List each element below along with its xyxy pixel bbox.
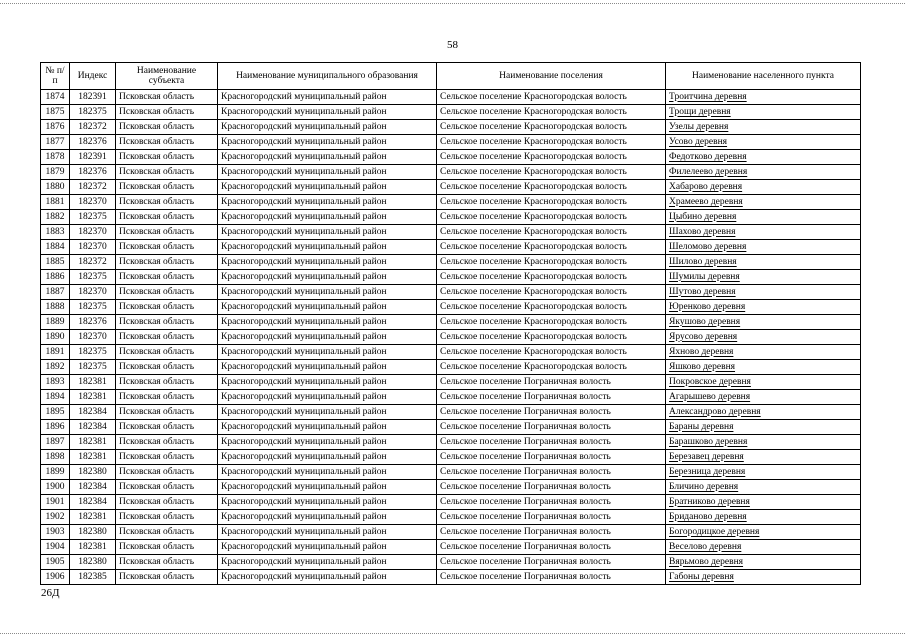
cell-subject: Псковская область xyxy=(116,315,218,330)
table-body xyxy=(41,90,861,585)
cell-locality: Веселово деревня xyxy=(666,540,861,555)
table-row xyxy=(41,165,861,180)
cell-subject: Псковская область xyxy=(116,150,218,165)
table-row xyxy=(41,240,861,255)
cell-index: 182375 xyxy=(70,270,116,285)
table-row xyxy=(41,150,861,165)
cell-locality: Шилово деревня xyxy=(666,255,861,270)
cell-settlement: Сельское поселение Пограничная волость xyxy=(437,390,666,405)
table-row xyxy=(41,420,861,435)
cell-index: 182375 xyxy=(70,105,116,120)
cell-index: 182385 xyxy=(70,570,116,585)
table-row xyxy=(41,315,861,330)
cell-index: 182384 xyxy=(70,405,116,420)
cell-municipality: Красногородский муниципальный район xyxy=(218,255,437,270)
cell-num: 1884 xyxy=(41,240,70,255)
cell-index: 182375 xyxy=(70,345,116,360)
cell-subject: Псковская область xyxy=(116,135,218,150)
cell-index: 182370 xyxy=(70,330,116,345)
table-row xyxy=(41,345,861,360)
cell-municipality: Красногородский муниципальный район xyxy=(218,405,437,420)
cell-locality: Шутово деревня xyxy=(666,285,861,300)
cell-index: 182376 xyxy=(70,165,116,180)
scan-edge-top xyxy=(0,3,905,4)
cell-municipality: Красногородский муниципальный район xyxy=(218,240,437,255)
cell-municipality: Красногородский муниципальный район xyxy=(218,360,437,375)
cell-locality: Шумилы деревня xyxy=(666,270,861,285)
cell-index: 182370 xyxy=(70,225,116,240)
table-row xyxy=(41,435,861,450)
table-row xyxy=(41,525,861,540)
cell-settlement: Сельское поселение Красногородская волость xyxy=(437,210,666,225)
cell-num: 1883 xyxy=(41,225,70,240)
cell-locality: Агарышево деревня xyxy=(666,390,861,405)
cell-municipality: Красногородский муниципальный район xyxy=(218,375,437,390)
cell-locality: Бличино деревня xyxy=(666,480,861,495)
cell-subject: Псковская область xyxy=(116,240,218,255)
cell-settlement: Сельское поселение Красногородская волость xyxy=(437,330,666,345)
table-row xyxy=(41,330,861,345)
table-row xyxy=(41,510,861,525)
cell-locality: Александрово деревня xyxy=(666,405,861,420)
cell-settlement: Сельское поселение Красногородская волость xyxy=(437,345,666,360)
table-row xyxy=(41,135,861,150)
table-row xyxy=(41,375,861,390)
cell-index: 182380 xyxy=(70,555,116,570)
cell-settlement: Сельское поселение Пограничная волость xyxy=(437,555,666,570)
cell-num: 1886 xyxy=(41,270,70,285)
cell-subject: Псковская область xyxy=(116,120,218,135)
cell-settlement: Сельское поселение Пограничная волость xyxy=(437,570,666,585)
table-row xyxy=(41,450,861,465)
cell-municipality: Красногородский муниципальный район xyxy=(218,330,437,345)
cell-locality: Березница деревня xyxy=(666,465,861,480)
header-index: Индекс xyxy=(70,63,116,90)
cell-index: 182375 xyxy=(70,210,116,225)
cell-num: 1879 xyxy=(41,165,70,180)
cell-num: 1890 xyxy=(41,330,70,345)
cell-index: 182381 xyxy=(70,375,116,390)
cell-subject: Псковская область xyxy=(116,465,218,480)
cell-num: 1903 xyxy=(41,525,70,540)
cell-settlement: Сельское поселение Красногородская волость xyxy=(437,195,666,210)
cell-num: 1876 xyxy=(41,120,70,135)
cell-locality: Вярьмово деревня xyxy=(666,555,861,570)
cell-settlement: Сельское поселение Пограничная волость xyxy=(437,465,666,480)
cell-num: 1874 xyxy=(41,90,70,105)
cell-subject: Псковская область xyxy=(116,480,218,495)
cell-locality: Якушово деревня xyxy=(666,315,861,330)
cell-locality: Цыбино деревня xyxy=(666,210,861,225)
cell-municipality: Красногородский муниципальный район xyxy=(218,450,437,465)
cell-settlement: Сельское поселение Красногородская волость xyxy=(437,105,666,120)
cell-settlement: Сельское поселение Пограничная волость xyxy=(437,375,666,390)
cell-index: 182391 xyxy=(70,90,116,105)
cell-municipality: Красногородский муниципальный район xyxy=(218,300,437,315)
cell-locality: Федотково деревня xyxy=(666,150,861,165)
cell-municipality: Красногородский муниципальный район xyxy=(218,195,437,210)
table-header-row xyxy=(41,63,861,90)
cell-num: 1880 xyxy=(41,180,70,195)
cell-settlement: Сельское поселение Красногородская волость xyxy=(437,90,666,105)
cell-subject: Псковская область xyxy=(116,525,218,540)
cell-num: 1905 xyxy=(41,555,70,570)
cell-num: 1892 xyxy=(41,360,70,375)
cell-municipality: Красногородский муниципальный район xyxy=(218,495,437,510)
cell-subject: Псковская область xyxy=(116,495,218,510)
header-settlement: Наименование поселения xyxy=(437,63,666,90)
cell-subject: Псковская область xyxy=(116,300,218,315)
cell-index: 182391 xyxy=(70,150,116,165)
table-row xyxy=(41,465,861,480)
table-row xyxy=(41,480,861,495)
cell-municipality: Красногородский муниципальный район xyxy=(218,390,437,405)
cell-subject: Псковская область xyxy=(116,570,218,585)
cell-num: 1885 xyxy=(41,255,70,270)
cell-municipality: Красногородский муниципальный район xyxy=(218,480,437,495)
cell-settlement: Сельское поселение Красногородская волость xyxy=(437,180,666,195)
table-row xyxy=(41,570,861,585)
scan-edge-bottom xyxy=(0,633,905,634)
cell-locality: Троитчина деревня xyxy=(666,90,861,105)
table-row xyxy=(41,225,861,240)
cell-municipality: Красногородский муниципальный район xyxy=(218,105,437,120)
cell-index: 182375 xyxy=(70,300,116,315)
cell-subject: Псковская область xyxy=(116,360,218,375)
cell-index: 182381 xyxy=(70,435,116,450)
cell-num: 1878 xyxy=(41,150,70,165)
cell-index: 182380 xyxy=(70,525,116,540)
cell-index: 182370 xyxy=(70,285,116,300)
cell-index: 182384 xyxy=(70,480,116,495)
footer-code: 26Д xyxy=(41,587,60,599)
cell-municipality: Красногородский муниципальный район xyxy=(218,510,437,525)
cell-index: 182381 xyxy=(70,390,116,405)
cell-municipality: Красногородский муниципальный район xyxy=(218,120,437,135)
header-municipality: Наименование муниципального образования xyxy=(218,63,437,90)
cell-subject: Псковская область xyxy=(116,270,218,285)
header-num: № п/п xyxy=(41,63,70,90)
cell-num: 1904 xyxy=(41,540,70,555)
cell-num: 1887 xyxy=(41,285,70,300)
cell-num: 1897 xyxy=(41,435,70,450)
table-row xyxy=(41,180,861,195)
cell-municipality: Красногородский муниципальный район xyxy=(218,345,437,360)
cell-subject: Псковская область xyxy=(116,255,218,270)
cell-subject: Псковская область xyxy=(116,555,218,570)
cell-subject: Псковская область xyxy=(116,375,218,390)
cell-num: 1875 xyxy=(41,105,70,120)
cell-locality: Юренково деревня xyxy=(666,300,861,315)
cell-num: 1898 xyxy=(41,450,70,465)
header-subject: Наименование субъекта xyxy=(116,63,218,90)
cell-subject: Псковская область xyxy=(116,390,218,405)
cell-settlement: Сельское поселение Красногородская волость xyxy=(437,285,666,300)
cell-num: 1902 xyxy=(41,510,70,525)
cell-index: 182372 xyxy=(70,180,116,195)
cell-locality: Габоны деревня xyxy=(666,570,861,585)
page-number: 58 xyxy=(447,39,458,51)
cell-index: 182376 xyxy=(70,315,116,330)
cell-municipality: Красногородский муниципальный район xyxy=(218,210,437,225)
cell-num: 1891 xyxy=(41,345,70,360)
cell-index: 182372 xyxy=(70,120,116,135)
cell-locality: Покровское деревня xyxy=(666,375,861,390)
cell-subject: Псковская область xyxy=(116,435,218,450)
table-row xyxy=(41,90,861,105)
cell-settlement: Сельское поселение Красногородская волость xyxy=(437,270,666,285)
cell-num: 1901 xyxy=(41,495,70,510)
cell-num: 1881 xyxy=(41,195,70,210)
cell-subject: Псковская область xyxy=(116,90,218,105)
cell-num: 1882 xyxy=(41,210,70,225)
cell-num: 1899 xyxy=(41,465,70,480)
cell-subject: Псковская область xyxy=(116,165,218,180)
cell-settlement: Сельское поселение Пограничная волость xyxy=(437,510,666,525)
cell-settlement: Сельское поселение Красногородская волость xyxy=(437,225,666,240)
cell-settlement: Сельское поселение Пограничная волость xyxy=(437,420,666,435)
cell-locality: Богородицкое деревня xyxy=(666,525,861,540)
cell-num: 1888 xyxy=(41,300,70,315)
cell-settlement: Сельское поселение Красногородская волость xyxy=(437,135,666,150)
cell-subject: Псковская область xyxy=(116,195,218,210)
cell-locality: Хабарово деревня xyxy=(666,180,861,195)
table-row xyxy=(41,195,861,210)
table-row xyxy=(41,255,861,270)
cell-municipality: Красногородский муниципальный район xyxy=(218,165,437,180)
cell-index: 182376 xyxy=(70,135,116,150)
table-row xyxy=(41,405,861,420)
cell-subject: Псковская область xyxy=(116,180,218,195)
table-row xyxy=(41,540,861,555)
table-row xyxy=(41,495,861,510)
cell-locality: Храмеево деревня xyxy=(666,195,861,210)
table-row xyxy=(41,120,861,135)
cell-subject: Псковская область xyxy=(116,450,218,465)
cell-settlement: Сельское поселение Пограничная волость xyxy=(437,405,666,420)
cell-index: 182381 xyxy=(70,510,116,525)
cell-locality: Братниково деревня xyxy=(666,495,861,510)
cell-locality: Бараны деревня xyxy=(666,420,861,435)
cell-index: 182372 xyxy=(70,255,116,270)
cell-municipality: Красногородский муниципальный район xyxy=(218,180,437,195)
cell-index: 182380 xyxy=(70,465,116,480)
cell-settlement: Сельское поселение Красногородская волость xyxy=(437,300,666,315)
table-row xyxy=(41,210,861,225)
cell-index: 182370 xyxy=(70,240,116,255)
locality-registry-table xyxy=(40,62,861,585)
table-row xyxy=(41,105,861,120)
cell-locality: Яхново деревня xyxy=(666,345,861,360)
table-row xyxy=(41,555,861,570)
cell-municipality: Красногородский муниципальный район xyxy=(218,225,437,240)
cell-subject: Псковская область xyxy=(116,330,218,345)
cell-num: 1900 xyxy=(41,480,70,495)
cell-locality: Трощи деревня xyxy=(666,105,861,120)
table-row xyxy=(41,270,861,285)
cell-municipality: Красногородский муниципальный район xyxy=(218,135,437,150)
cell-municipality: Красногородский муниципальный район xyxy=(218,315,437,330)
table-row xyxy=(41,300,861,315)
cell-subject: Псковская область xyxy=(116,405,218,420)
cell-settlement: Сельское поселение Красногородская волость xyxy=(437,255,666,270)
cell-subject: Псковская область xyxy=(116,345,218,360)
cell-subject: Псковская область xyxy=(116,210,218,225)
cell-municipality: Красногородский муниципальный район xyxy=(218,570,437,585)
cell-settlement: Сельское поселение Пограничная волость xyxy=(437,525,666,540)
cell-locality: Филелеево деревня xyxy=(666,165,861,180)
table-row xyxy=(41,390,861,405)
cell-index: 182381 xyxy=(70,450,116,465)
cell-subject: Псковская область xyxy=(116,510,218,525)
cell-index: 182381 xyxy=(70,540,116,555)
cell-index: 182375 xyxy=(70,360,116,375)
cell-settlement: Сельское поселение Красногородская волость xyxy=(437,315,666,330)
cell-municipality: Красногородский муниципальный район xyxy=(218,465,437,480)
cell-settlement: Сельское поселение Пограничная волость xyxy=(437,495,666,510)
cell-locality: Ярусово деревня xyxy=(666,330,861,345)
cell-locality: Узелы деревня xyxy=(666,120,861,135)
cell-index: 182370 xyxy=(70,195,116,210)
cell-municipality: Красногородский муниципальный район xyxy=(218,150,437,165)
cell-locality: Бриданово деревня xyxy=(666,510,861,525)
cell-municipality: Красногородский муниципальный район xyxy=(218,420,437,435)
cell-index: 182384 xyxy=(70,420,116,435)
cell-settlement: Сельское поселение Пограничная волость xyxy=(437,480,666,495)
cell-num: 1906 xyxy=(41,570,70,585)
cell-municipality: Красногородский муниципальный район xyxy=(218,525,437,540)
table-row xyxy=(41,360,861,375)
cell-num: 1896 xyxy=(41,420,70,435)
cell-settlement: Сельское поселение Пограничная волость xyxy=(437,540,666,555)
cell-subject: Псковская область xyxy=(116,285,218,300)
cell-subject: Псковская область xyxy=(116,420,218,435)
cell-num: 1895 xyxy=(41,405,70,420)
cell-locality: Усово деревня xyxy=(666,135,861,150)
cell-subject: Псковская область xyxy=(116,540,218,555)
cell-settlement: Сельское поселение Красногородская волость xyxy=(437,360,666,375)
cell-subject: Псковская область xyxy=(116,225,218,240)
cell-num: 1894 xyxy=(41,390,70,405)
cell-municipality: Красногородский муниципальный район xyxy=(218,285,437,300)
cell-locality: Шахово деревня xyxy=(666,225,861,240)
cell-municipality: Красногородский муниципальный район xyxy=(218,435,437,450)
cell-index: 182384 xyxy=(70,495,116,510)
cell-municipality: Красногородский муниципальный район xyxy=(218,540,437,555)
cell-subject: Псковская область xyxy=(116,105,218,120)
cell-settlement: Сельское поселение Пограничная волость xyxy=(437,435,666,450)
cell-locality: Яшково деревня xyxy=(666,360,861,375)
cell-num: 1877 xyxy=(41,135,70,150)
cell-settlement: Сельское поселение Пограничная волость xyxy=(437,450,666,465)
cell-municipality: Красногородский муниципальный район xyxy=(218,270,437,285)
header-locality: Наименование населенного пункта xyxy=(666,63,861,90)
cell-locality: Шеломово деревня xyxy=(666,240,861,255)
cell-num: 1893 xyxy=(41,375,70,390)
cell-municipality: Красногородский муниципальный район xyxy=(218,555,437,570)
cell-settlement: Сельское поселение Красногородская волость xyxy=(437,165,666,180)
table-row xyxy=(41,285,861,300)
cell-municipality: Красногородский муниципальный район xyxy=(218,90,437,105)
cell-num: 1889 xyxy=(41,315,70,330)
cell-locality: Березавец деревня xyxy=(666,450,861,465)
cell-settlement: Сельское поселение Красногородская волость xyxy=(437,150,666,165)
cell-settlement: Сельское поселение Красногородская волость xyxy=(437,240,666,255)
cell-settlement: Сельское поселение Красногородская волость xyxy=(437,120,666,135)
cell-locality: Барашково деревня xyxy=(666,435,861,450)
